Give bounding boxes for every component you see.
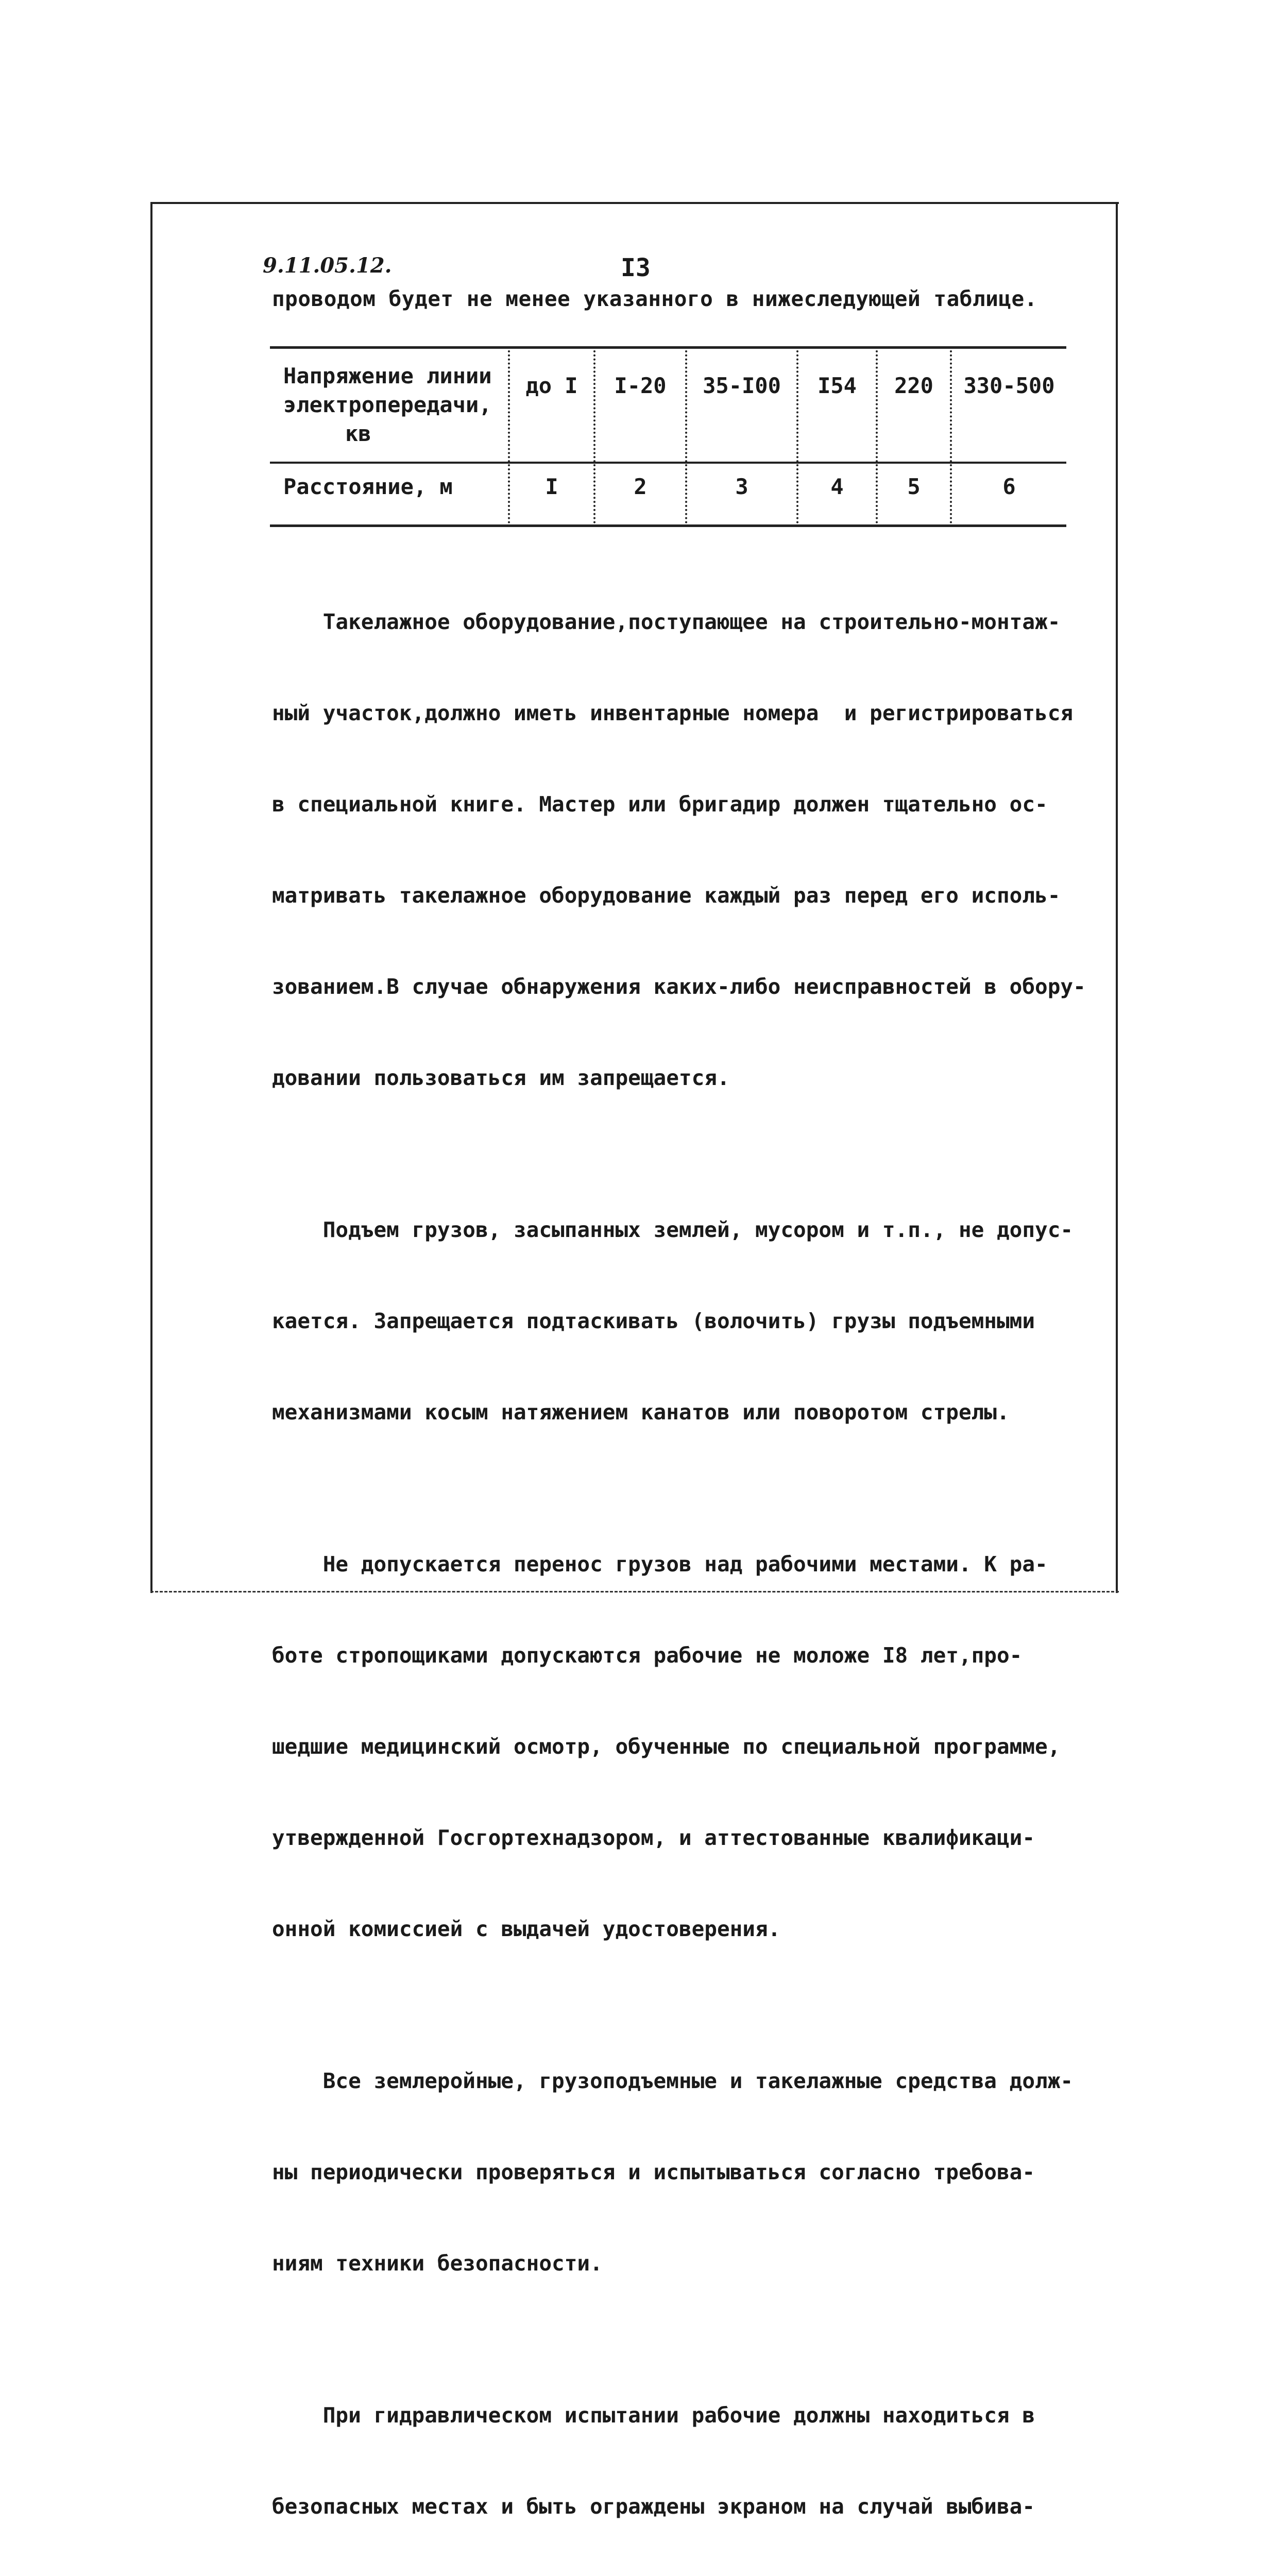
- intro-line: проводом будет не менее указанного в нижеследующей таблице.: [272, 286, 1037, 311]
- page-frame-top: [150, 202, 1119, 204]
- text-line: утвержденной Госгортехнадзором, и аттестованные квалификаци-: [272, 1825, 1035, 1850]
- paragraph-hydraulic-testing: [272, 2340, 1086, 2576]
- table-header-label-line: Напряжение линии: [283, 363, 492, 388]
- page-number: I3: [621, 253, 651, 282]
- text-line: кается. Запрещается подтаскивать (волочить) грузы подъемными: [272, 1309, 1035, 1333]
- table-header-label: [283, 362, 500, 448]
- text-line: При гидравлическом испытании рабочие должны находиться в: [272, 2403, 1035, 2428]
- text-line: боте стропощиками допускаются рабочие не моложе I8 лет,про-: [272, 1643, 1023, 1668]
- table-cell: 6: [1002, 474, 1016, 499]
- text-line: ны периодически проверяться и испытываться согласно требова-: [272, 2160, 1035, 2184]
- text-line: Не допускается перенос грузов над рабочими местами. К ра-: [272, 1552, 1048, 1577]
- table-header-label-line: электропередачи,: [283, 392, 492, 417]
- text-line: ный участок,должно иметь инвентарные номера и регистрироваться: [272, 701, 1074, 725]
- table-row-label: Расстояние, м: [283, 474, 453, 499]
- table-header-label-line: кв: [345, 421, 371, 446]
- body-text: [272, 546, 1086, 2576]
- text-line: шедшие медицинский осмотр, обученные по специальной программе,: [272, 1734, 1061, 1759]
- text-line: безопасных местах и быть ограждены экраном на случай выбива-: [272, 2494, 1035, 2519]
- table-bottom-rule: [270, 524, 1066, 527]
- paragraph-equipment-testing: [272, 2005, 1086, 2340]
- page-frame-left: [150, 202, 152, 1593]
- distance-table: [270, 346, 1066, 528]
- text-line: Все землеройные, грузоподъемные и такелажные средства долж-: [272, 2069, 1074, 2093]
- page-frame-right: [1116, 202, 1118, 1593]
- table-column-header: 330-500: [963, 373, 1055, 398]
- document-code: 9.11.05.12.: [263, 253, 392, 278]
- text-line: матривать такелажное оборудование каждый раз перед его исполь-: [272, 883, 1061, 908]
- table-cell: I: [545, 474, 558, 499]
- table-middle-rule: [270, 462, 1066, 464]
- table-column-header: I-20: [614, 373, 667, 398]
- text-line: Подъем грузов, засыпанных землей, мусором и т.п., не допус-: [272, 1217, 1074, 1242]
- text-line: Такелажное оборудование,поступающее на строительно-монтаж-: [272, 609, 1061, 634]
- table-cell: 2: [634, 474, 647, 499]
- text-line: довании пользоваться им запрещается.: [272, 1065, 730, 1090]
- text-line: механизмами косым натяжением канатов или поворотом стрелы.: [272, 1400, 1010, 1425]
- text-line: онной комиссией с выдачей удостоверения.: [272, 1917, 781, 1941]
- text-line: в специальной книге. Мастер или бригадир должен тщательно ос-: [272, 792, 1048, 817]
- text-line: ниям техники безопасности.: [272, 2251, 603, 2276]
- table-column-header: 35-I00: [703, 373, 781, 398]
- table-cell: 4: [830, 474, 844, 499]
- paragraph-lifting-loads: [272, 1154, 1086, 1488]
- table-top-rule: [270, 346, 1066, 349]
- paragraph-slingers: [272, 1488, 1086, 2005]
- table-cell: 3: [735, 474, 748, 499]
- table-column-header: I54: [818, 373, 857, 398]
- text-line: зованием.В случае обнаружения каких-либо неисправностей в обору-: [272, 974, 1086, 999]
- table-column-header: до I: [525, 373, 578, 398]
- paragraph-rigging-equipment: [272, 546, 1086, 1154]
- table-cell: 5: [907, 474, 921, 499]
- table-column-header: 220: [894, 373, 933, 398]
